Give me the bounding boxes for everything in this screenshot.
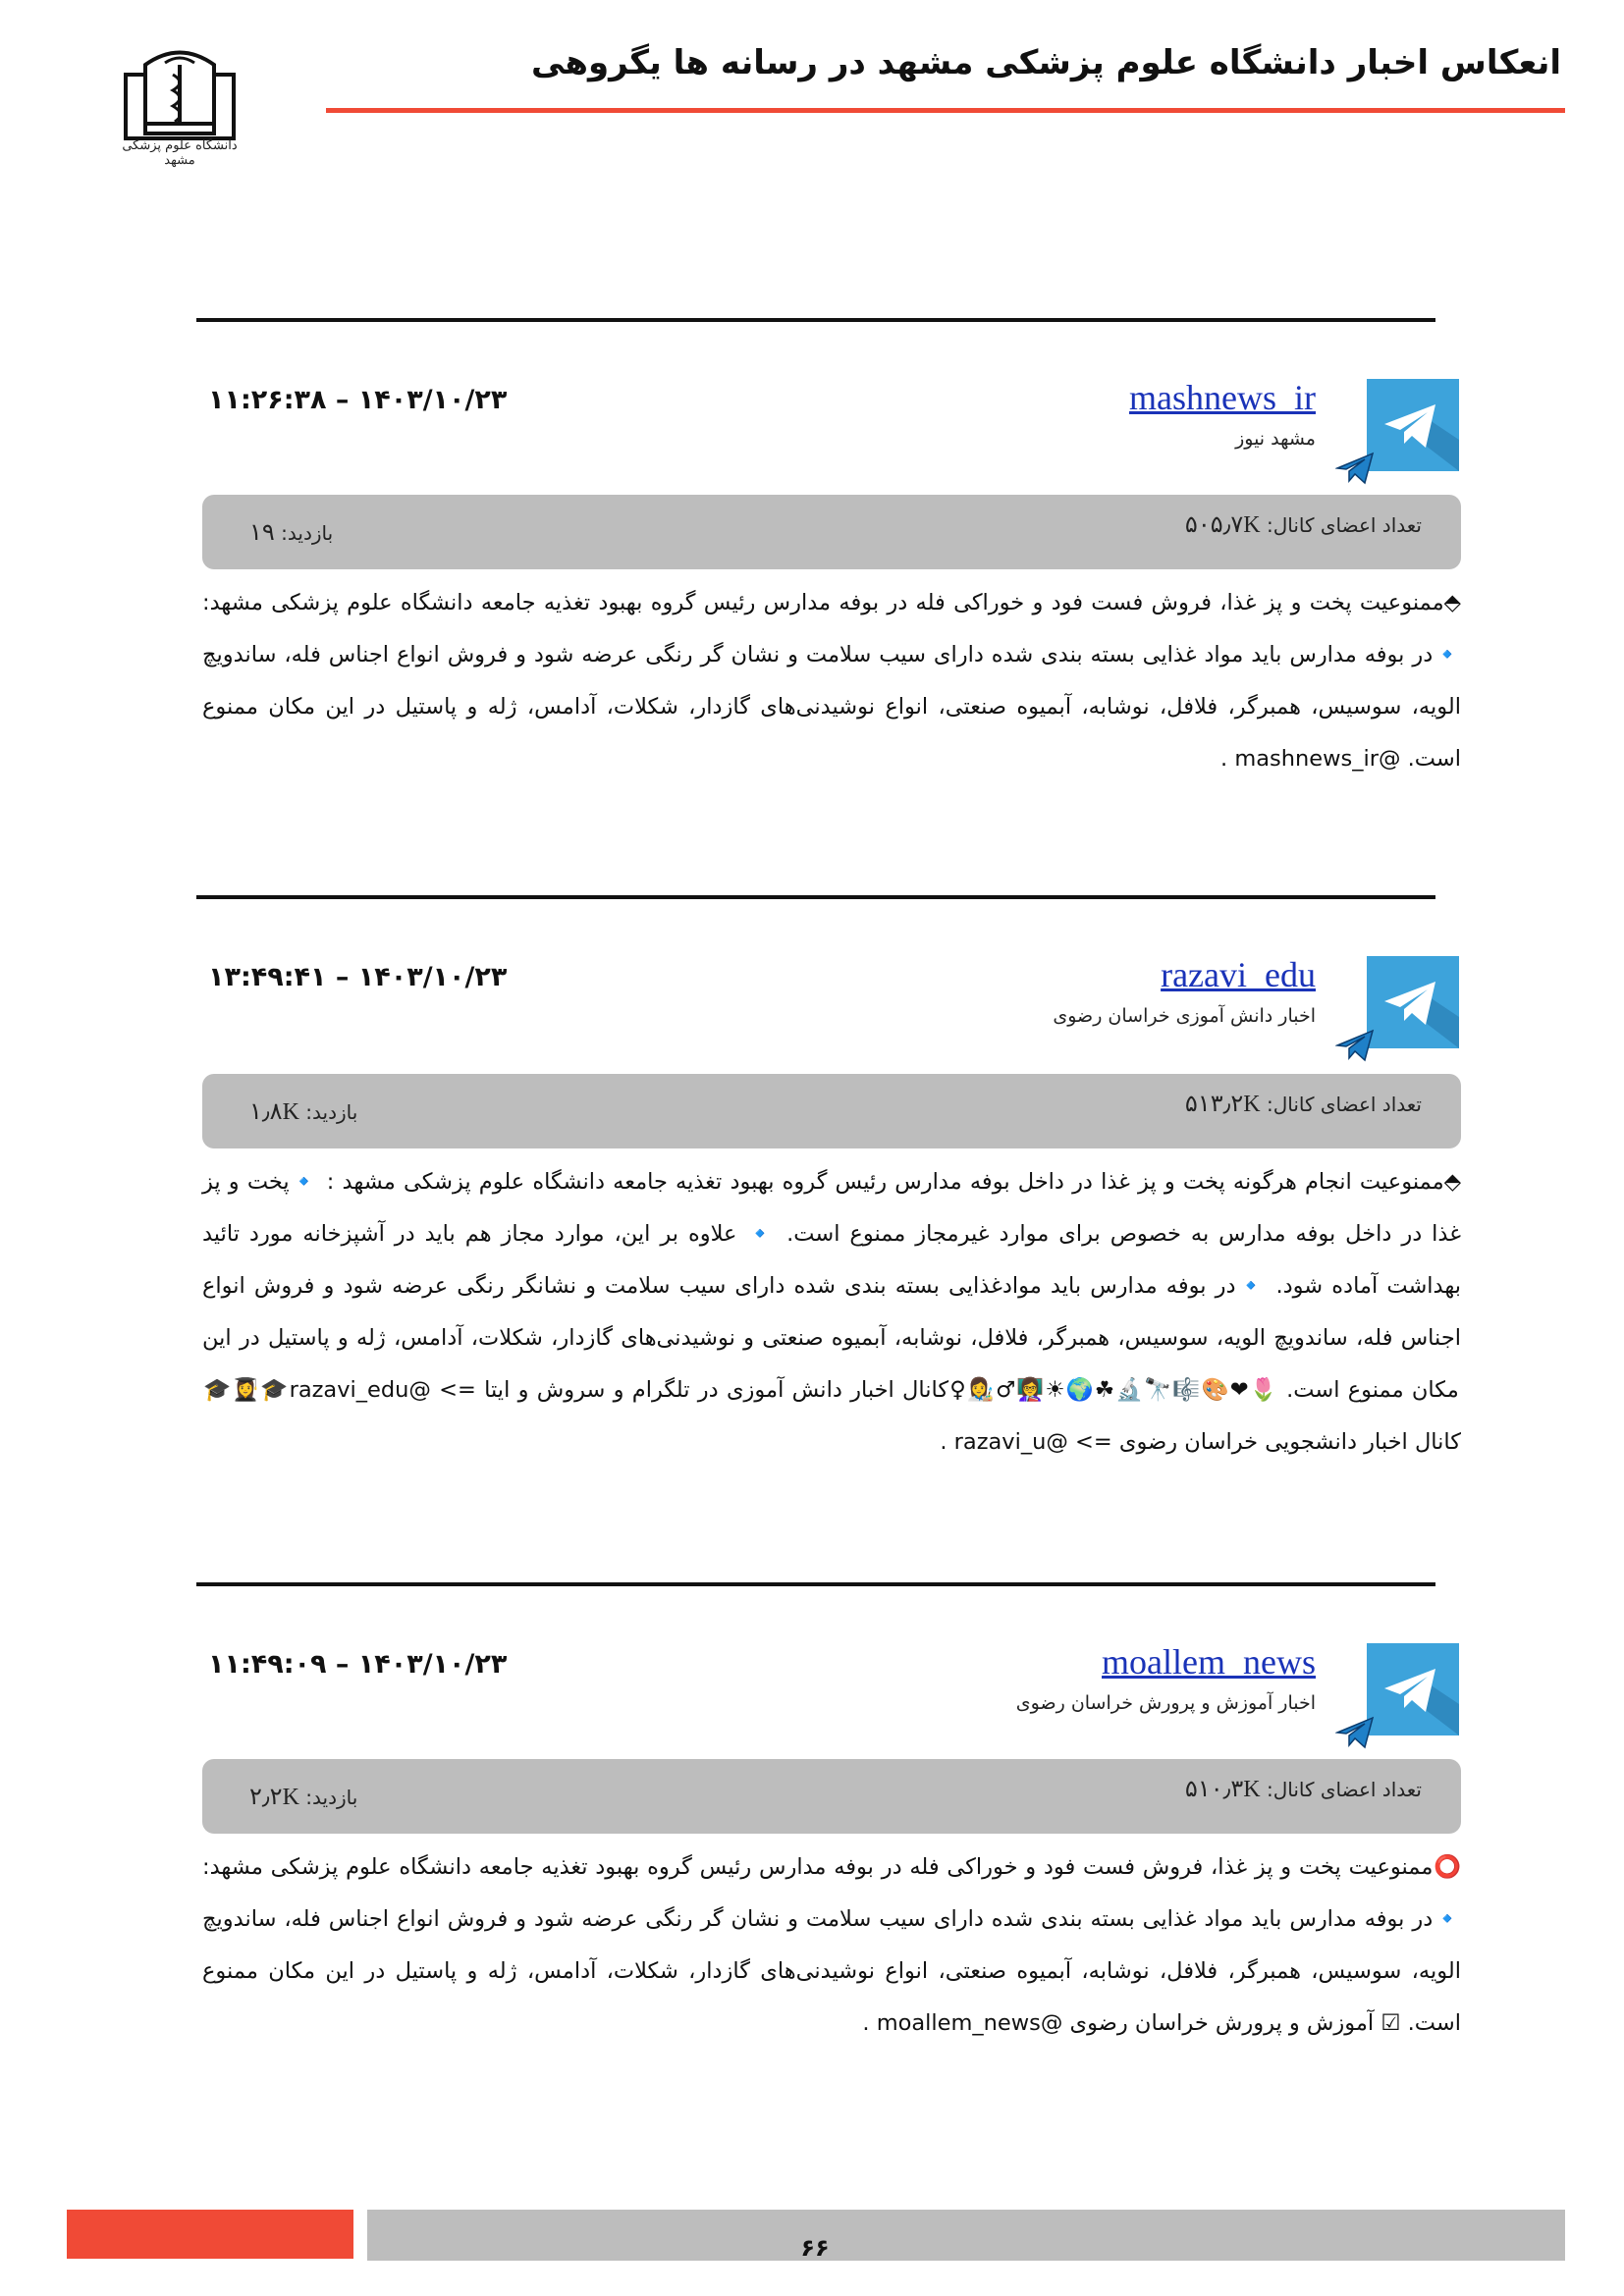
post-divider xyxy=(196,895,1435,899)
members-value: ۵۱۳٫۲K xyxy=(1184,1092,1261,1117)
channel-handle-link[interactable]: moallem_news xyxy=(1102,1642,1316,1682)
telegram-icon[interactable] xyxy=(1367,956,1459,1048)
stats-bar xyxy=(202,1074,1461,1148)
page-title: انعکاس اخبار دانشگاه علوم پزشکی مشهد در رسانه ها یگروهی xyxy=(531,43,1561,82)
telegram-badge-icon xyxy=(1335,1715,1375,1750)
post-divider xyxy=(196,318,1435,322)
footer-accent-bar xyxy=(67,2210,353,2259)
views-count xyxy=(249,1097,357,1126)
post-body: ⭕ممنوعیت پخت و پز غذا، فروش فست فود و خوراکی فله در بوفه مدارس رئیس گروه بهبود تغذیه جامعه دانشگاه علوم پزشکی مشهد: 🔹در بوفه مدارس باید مواد غذایی بسته بندی شده دارای سیب سلامت و نشان گر رنگی عرضه شود و فروش انواع اجناس فله، ساندویچ الویه، سوسیس، همبرگر، فلافل، نوشابه، آبمیوه صنعتی، انواع نوشیدنی‌های گازدار، شکلات، آدامس، ژله و پاستیل در این مکان ممنوع است. ☑ آموزش و پرورش خراسان رضوی @moallem_news . xyxy=(202,1854,1461,2036)
views-value: ۱٫۸K xyxy=(249,1099,299,1125)
telegram-badge-icon xyxy=(1335,451,1375,486)
post-body: ⬘ممنوعیت پخت و پز غذا، فروش فست فود و خوراکی فله در بوفه مدارس رئیس گروه بهبود تغذیه جامعه دانشگاه علوم پزشکی مشهد: 🔹در بوفه مدارس باید مواد غذایی بسته بندی شده دارای سیب سلامت و نشان گر رنگی عرضه شود و فروش انواع اجناس فله، ساندویچ الویه، سوسیس، همبرگر، فلافل، نوشابه، آبمیوه صنعتی، انواع نوشیدنی‌های گازدار، شکلات، آدامس، ژله و پاستیل در این مکان ممنوع است. @mashnews_ir . xyxy=(202,590,1461,772)
members-label: تعداد اعضای کانال: xyxy=(1266,513,1422,537)
members-value: ۵۰۵٫۷K xyxy=(1184,512,1261,538)
stats-bar xyxy=(202,495,1461,569)
post-divider xyxy=(196,1582,1435,1586)
views-label: بازدید: xyxy=(305,1100,358,1124)
members-label: تعداد اعضای کانال: xyxy=(1266,1778,1422,1801)
footer-bar xyxy=(367,2210,1565,2261)
members-label: تعداد اعضای کانال: xyxy=(1266,1093,1422,1116)
header-divider xyxy=(326,108,1565,113)
telegram-icon[interactable] xyxy=(1367,379,1459,471)
views-label: بازدید: xyxy=(281,521,334,545)
members-count xyxy=(1185,1775,1422,1803)
page-number: ۶۶ xyxy=(800,2234,830,2262)
post-datetime: ۱۱:۲۶:۳۸ – ۱۴۰۳/۱۰/۲۳ xyxy=(208,385,508,415)
members-value: ۵۱۰٫۳K xyxy=(1184,1777,1261,1802)
channel-name: اخبار آموزش و پرورش خراسان رضوی xyxy=(1015,1692,1316,1714)
telegram-icon[interactable] xyxy=(1367,1643,1459,1735)
views-label: بازدید: xyxy=(305,1786,358,1809)
views-count xyxy=(249,518,333,547)
channel-handle-link[interactable]: razavi_edu xyxy=(1161,955,1316,994)
views-value: ۱۹ xyxy=(249,520,275,546)
channel-name: اخبار دانش آموزی خراسان رضوی xyxy=(1053,1005,1316,1027)
post-datetime: ۱۳:۴۹:۴۱ – ۱۴۰۳/۱۰/۲۳ xyxy=(208,962,508,992)
university-logo-icon xyxy=(116,35,244,168)
logo-caption: دانشگاه علوم پزشکی مشهد xyxy=(122,138,238,168)
telegram-badge-icon xyxy=(1335,1028,1375,1063)
channel-handle-link[interactable]: mashnews_ir xyxy=(1129,378,1316,417)
stats-bar xyxy=(202,1759,1461,1834)
members-count xyxy=(1185,1090,1422,1118)
post-body: ⬘ممنوعیت انجام هرگونه پخت و پز غذا در داخل بوفه مدارس رئیس گروه بهبود تغذیه جامعه دانشگاه علوم پزشکی مشهد : 🔹پخت و پز غذا در داخل بوفه مدارس به خصوص برای موارد غیرمجاز ممنوع است. 🔹 علاوه بر این، موارد مجاز هم باید در آشپزخانه مورد تائید بهداشت آماده شود. 🔹در بوفه مدارس باید موادغذایی بسته بندی شده دارای سیب سلامت و نشانگر رنگی عرضه شود و فروش انواع اجناس فله، ساندویچ الویه، سوسیس، همبرگر، فلافل، نوشابه، آبمیوه صنعتی و نوشیدنی‌های گازدار، شکلات، آدامس، ژله و پاستیل در این مکان ممنوع است. 🌷❤🎨🎼🔭🔬☘🌍☀👩‍🏫♂👩‍🎨♀کانال اخبار دانش آموزی در تلگرام و سروش و ایتا => @razavi_edu🎓👩‍🎓🎓 کانال اخبار دانشجویی خراسان رضوی => @razavi_u . xyxy=(202,1169,1461,1455)
members-count xyxy=(1185,510,1422,539)
views-count xyxy=(249,1783,357,1811)
post-datetime: ۱۱:۴۹:۰۹ – ۱۴۰۳/۱۰/۲۳ xyxy=(208,1649,508,1680)
channel-name: مشهد نیوز xyxy=(1235,428,1316,450)
views-value: ۲٫۲K xyxy=(249,1785,299,1810)
